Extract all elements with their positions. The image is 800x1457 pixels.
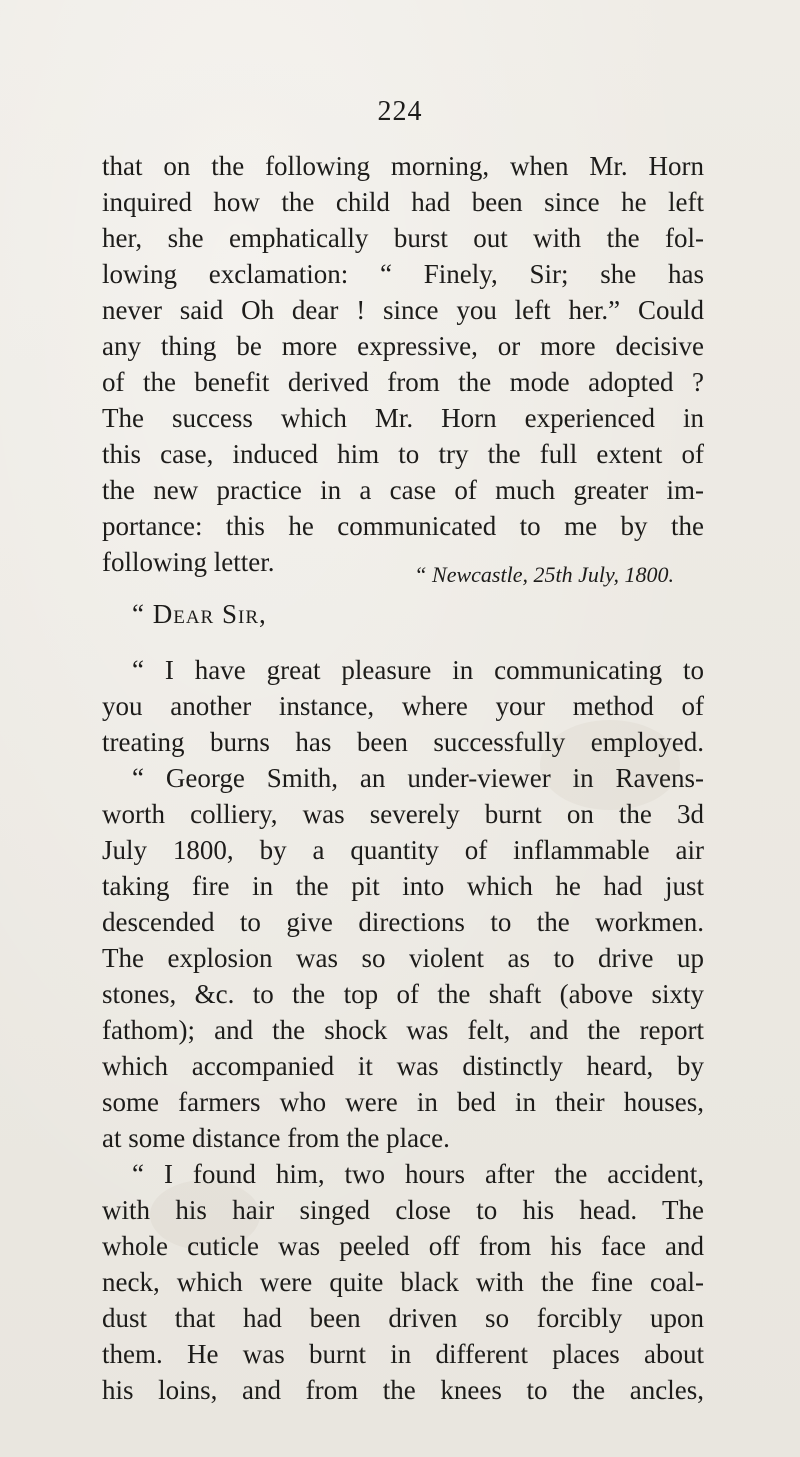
- text-line: inquired how the child had been since he left: [102, 187, 704, 217]
- text-line: stones, &c. to the top of the shaft (above sixty: [102, 979, 704, 1009]
- text-line: “ George Smith, an under-viewer in Ravens-: [132, 763, 704, 793]
- letter-salutation: “ Dear Sir,: [132, 599, 267, 629]
- text-line: his loins, and from the knees to the ancles,: [102, 1375, 704, 1405]
- letter-body: [102, 652, 704, 1408]
- page-number: 224: [377, 96, 423, 127]
- text-line: them. He was burnt in different places about: [102, 1339, 704, 1369]
- text-line: taking fire in the pit into which he had just: [102, 871, 704, 901]
- text-line: The explosion was so violent as to drive up: [102, 943, 704, 973]
- text-line: treating burns has been successfully employed.: [102, 727, 704, 757]
- letter-dateline: “ Newcastle, 25th July, 1800.: [414, 562, 674, 587]
- text-line: which accompanied it was distinctly heard, by: [102, 1051, 704, 1081]
- paragraph-1: [102, 148, 704, 580]
- text-line: dust that had been driven so forcibly upon: [102, 1303, 704, 1333]
- text-line: “ I have great pleasure in communicating to: [132, 655, 704, 685]
- text-line: this case, induced him to try the full extent of: [102, 439, 704, 469]
- text-line: worth colliery, was severely burnt on the 3d: [102, 799, 704, 829]
- text-line: with his hair singed close to his head. The: [102, 1195, 704, 1225]
- text-line: neck, which were quite black with the fine coal-: [102, 1267, 704, 1297]
- text-line: never said Oh dear ! since you left her.” Could: [102, 295, 704, 325]
- text-line: whole cuticle was peeled off from his face and: [102, 1231, 704, 1261]
- text-line: The success which Mr. Horn experienced in: [102, 403, 704, 433]
- text-line: of the benefit derived from the mode adopted ?: [102, 367, 704, 397]
- text-line: July 1800, by a quantity of inflammable air: [102, 835, 704, 865]
- text-line: fathom); and the shock was felt, and the report: [102, 1015, 704, 1045]
- text-line: descended to give directions to the workmen.: [102, 907, 704, 937]
- text-line: you another instance, where your method of: [102, 691, 704, 721]
- text-line: the new practice in a case of much greater im-: [102, 475, 704, 505]
- text-line: some farmers who were in bed in their houses,: [102, 1087, 704, 1117]
- text-line: following letter.: [102, 547, 275, 577]
- text-line: her, she emphatically burst out with the fol-: [102, 223, 704, 253]
- text-line: lowing exclamation: “ Finely, Sir; she has: [102, 259, 704, 289]
- text-line: portance: this he communicated to me by the: [102, 511, 704, 541]
- text-line: any thing be more expressive, or more decisive: [102, 331, 704, 361]
- text-line: “ I found him, two hours after the accident,: [132, 1159, 704, 1189]
- text-line: at some distance from the place.: [102, 1123, 450, 1153]
- text-line: that on the following morning, when Mr. Horn: [102, 151, 704, 181]
